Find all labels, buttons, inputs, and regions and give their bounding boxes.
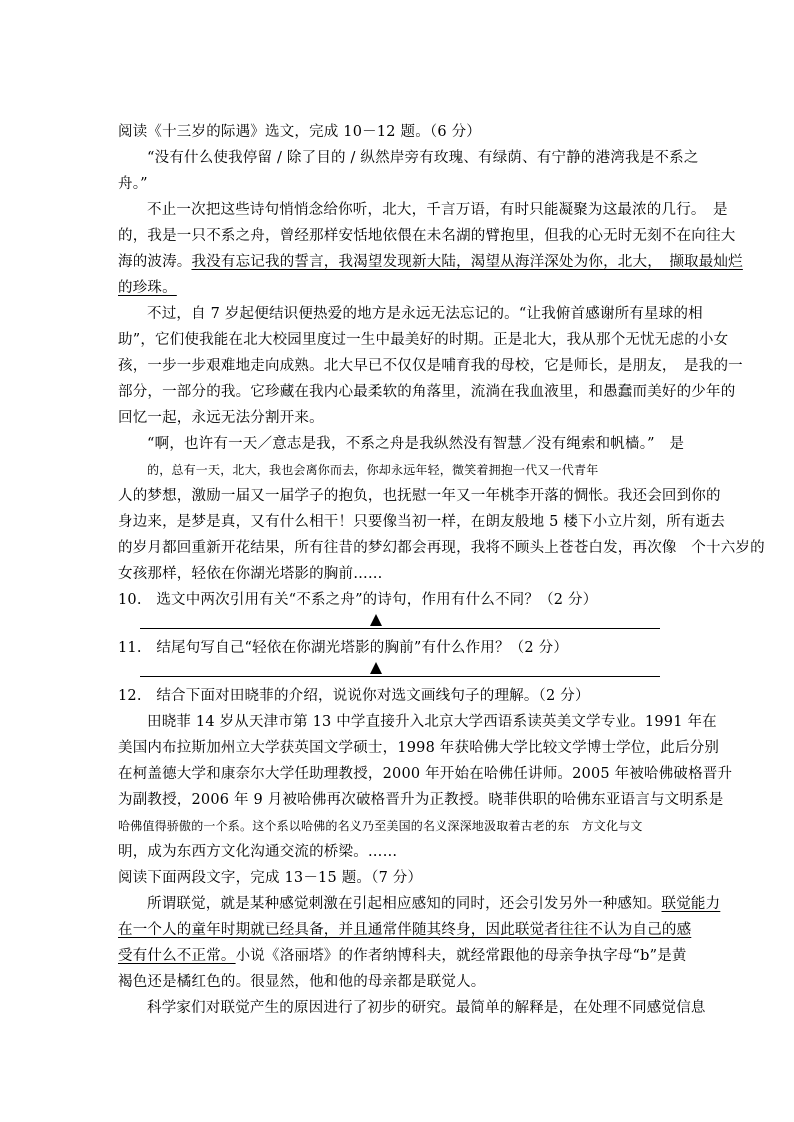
answer-marker-icon (370, 662, 382, 674)
bio-line: 在柯盖德大学和康奈尔大学任助理教授，2000 年开始在哈佛任讲师。2005 年被哈佛破格晋升 (118, 766, 733, 782)
answer-marker-icon (370, 614, 382, 626)
poem-quote: “啊，也许有一天／意志是我，不系之舟是我纵然没有智慧／没有绳索和帆樯。” 是 (147, 436, 685, 452)
question-10: 10. 选文中两次引用有关“不系之舟”的诗句，作用有什么不同？（2 分） (118, 592, 598, 608)
bio-line: 明，成为东西方文化沟通交流的桥梁。…… (118, 844, 398, 860)
bio-line: 哈佛值得骄傲的一个系。这个系以哈佛的名义乃至美国的名义深深地汲取着古老的东 方文化与文 (118, 819, 643, 833)
passage-heading: 阅读《十三岁的际遇》选文，完成 10－12 题。（6 分） (118, 124, 482, 140)
underlined-sentence: 联觉能力 (661, 896, 721, 912)
paragraph-line: 受有什么不正常。小说《洛丽塔》的作者纳博科夫，就经常跟他的母亲争执字母“b”是黄 (118, 948, 687, 964)
underlined-sentence: 在一个人的童年时期就已经具备，并且通常伴随其终身，因此联觉者往往不认为自己的感 (118, 922, 692, 938)
answer-line-10[interactable] (118, 616, 684, 630)
paragraph-line: 的，总有一天，北大，我也会离你而去，你却永远年轻，微笑着拥抱一代又一代青年 (147, 463, 599, 477)
underlined-sentence-end: 受有什么不正常。 (118, 948, 236, 964)
poem-quote: “没有什么使我停留 / 除了目的 / 纵然岸旁有玫瑰、有绿荫、有宁静的港湾我是不系之 (147, 150, 699, 166)
paragraph-line: 海的波涛。我没有忘记我的誓言，我渴望发现新大陆，渴望从海洋深处为你，北大， 撷取最灿烂 (118, 254, 743, 270)
answer-rule (140, 628, 660, 629)
paragraph-line: 不止一次把这些诗句悄悄念给你听，北大，千言万语，有时只能凝聚为这最浓的几行。 是 (147, 202, 728, 218)
paragraph-line: 女孩那样，轻依在你湖光塔影的胸前…… (118, 566, 383, 582)
answer-rule (140, 676, 660, 677)
paragraph-line: 部分，一部分的我。它珍藏在我内心最柔软的角落里，流淌在我血液里，和愚蠢而美好的少年的 (118, 384, 736, 400)
paragraph-line: 褐色还是橘红色的。很显然，他和他的母亲都是联觉人。 (118, 974, 486, 990)
paragraph-line: 的岁月都回重新开花结果，所有往昔的梦幻都会再现，我将不顾头上苍苍白发，再次像 个十六岁的 (118, 540, 765, 556)
document-page (118, 122, 765, 1024)
question-12: 12. 结合下面对田晓菲的介绍，说说你对选文画线句子的理解。（2 分） (118, 688, 590, 704)
paragraph-line: 身边来，是梦是真，又有什么相干！只要像当初一样，在朗友般地 5 楼下小立片刻，所有逝去 (118, 514, 726, 530)
poem-quote-end: 舟。” (118, 176, 148, 192)
paragraph-line: 助”，它们使我能在北大校园里度过一生中最美好的时期。正是北大，我从那个无忧无虑的小女 (118, 332, 729, 348)
paragraph-line: 的，我是一只不系之舟，曾经那样安恬地依偎在未名湖的臂抱里，但我的心无时无刻不在向往大 (118, 228, 736, 244)
paragraph-line: 科学家们对联觉产生的原因进行了初步的研究。最简单的解释是，在处理不同感觉信息 (147, 1000, 706, 1016)
paragraph-line: 不过，自 7 岁起便结识便热爱的地方是永远无法忘记的。“让我俯首感谢所有星球的相 (147, 306, 703, 322)
question-11: 11. 结尾句写自己“轻依在你湖光塔影的胸前”有什么作用？（2 分） (118, 640, 569, 656)
bio-line: 田晓菲 14 岁从天津市第 13 中学直接升入北京大学西语系读英美文学专业。1991 年在 (147, 714, 717, 730)
bio-line: 为副教授，2006 年 9 月被哈佛再次破格晋升为正教授。晓菲供职的哈佛东亚语言与文明系是 (118, 792, 724, 808)
section-heading: 阅读下面两段文字，完成 13－15 题。（7 分） (118, 870, 423, 886)
underlined-sentence: 我没有忘记我的誓言，我渴望发现新大陆，渴望从海洋深处为你，北大， 撷取最灿烂 (191, 254, 743, 270)
bio-line: 美国内布拉斯加州立大学获英国文学硕士，1998 年获哈佛大学比较文学博士学位，此后分别 (118, 740, 720, 756)
answer-line-11[interactable] (118, 664, 684, 678)
paragraph-line: 孩，一步一步艰难地走向成熟。北大早已不仅仅是哺育我的母校，它是师长，是朋友， 是我的一 (118, 358, 743, 374)
paragraph-line: 所谓联觉，就是某种感觉刺激在引起相应感知的同时，还会引发另外一种感知。联觉能力 (147, 896, 721, 912)
paragraph-line: 人的梦想，激励一届又一届学子的抱负，也抚慰一年又一年桃李开落的惆怅。我还会回到你的 (118, 488, 721, 504)
paragraph-line: 回忆一起，永远无法分割开来。 (118, 410, 324, 426)
underlined-sentence-end: 的珍珠。 (118, 280, 177, 296)
